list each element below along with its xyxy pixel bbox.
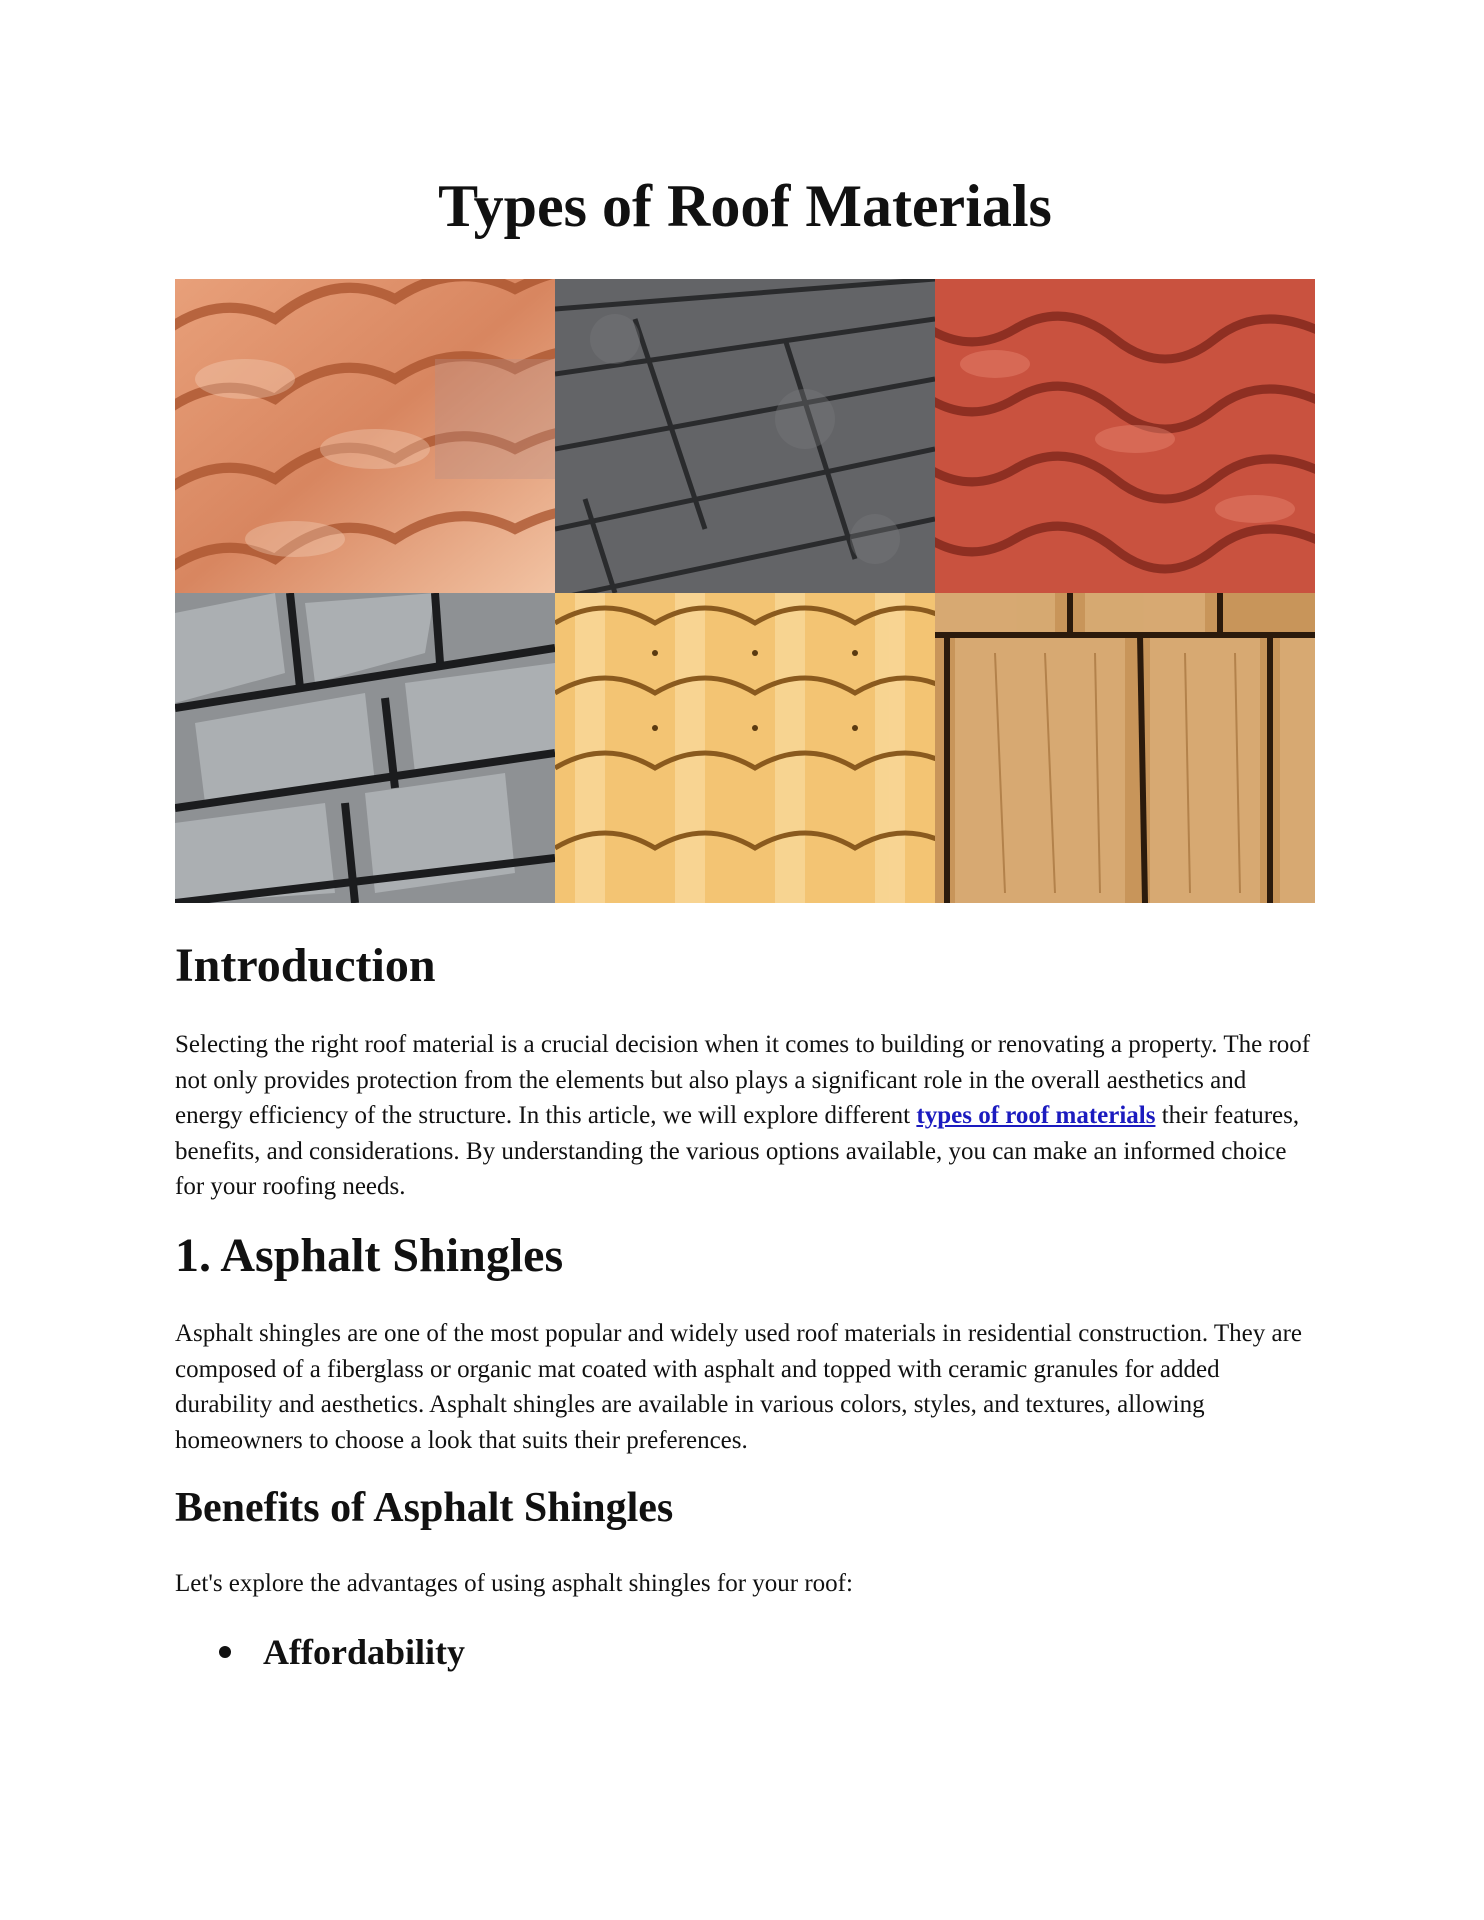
metal-tiles-image [555,593,935,903]
benefits-paragraph: Let's explore the advantages of using asphalt shingles for your roof: [175,1570,853,1597]
page-title: Types of Roof Materials [438,173,1052,239]
benefits-heading: Benefits of Asphalt Shingles [175,1485,674,1531]
terracotta-tiles-image [175,279,555,593]
introduction-heading: Introduction [175,939,436,992]
asphalt-shingles-heading: 1. Asphalt Shingles [175,1229,564,1282]
bullet-icon [219,1646,231,1658]
types-of-roof-materials-link[interactable]: types of roof materials [916,1102,1156,1130]
list-item [175,1628,465,1676]
slate-tiles-image [175,593,555,903]
asphalt-shingles-paragraph: Asphalt shingles are one of the most popular and widely used roof materials in residential construction. They are composed of a fiberglass or organic mat coated with asphalt and topped with ceramic granules for added durability and aesthetics. Asphalt shingles are available in various colors, styles, and textures, allowing homeowners to choose a look that suits their preferences. [175,1320,1303,1454]
asphalt-shingles-image [555,279,935,593]
red-clay-tiles-image [935,279,1315,593]
wood-shakes-image [935,593,1315,903]
benefits-list [175,1628,465,1676]
introduction-paragraph [175,1027,1315,1205]
roof-materials-image [175,279,1315,903]
intro-text-end: their features, benefits, and considerations. By understanding the various options available, you can make an informed choice for your roofing needs. [175,1102,1300,1201]
intro-text-start: Selecting the right roof material is a crucial decision when it comes to building or renovating a property. The roof not only provides protection from the elements but also plays a significant role in the overall aesthetics and energy efficiency of the structure. In this article, we will explore different [175,1031,1311,1130]
list-item-label: Affordability [263,1632,465,1672]
